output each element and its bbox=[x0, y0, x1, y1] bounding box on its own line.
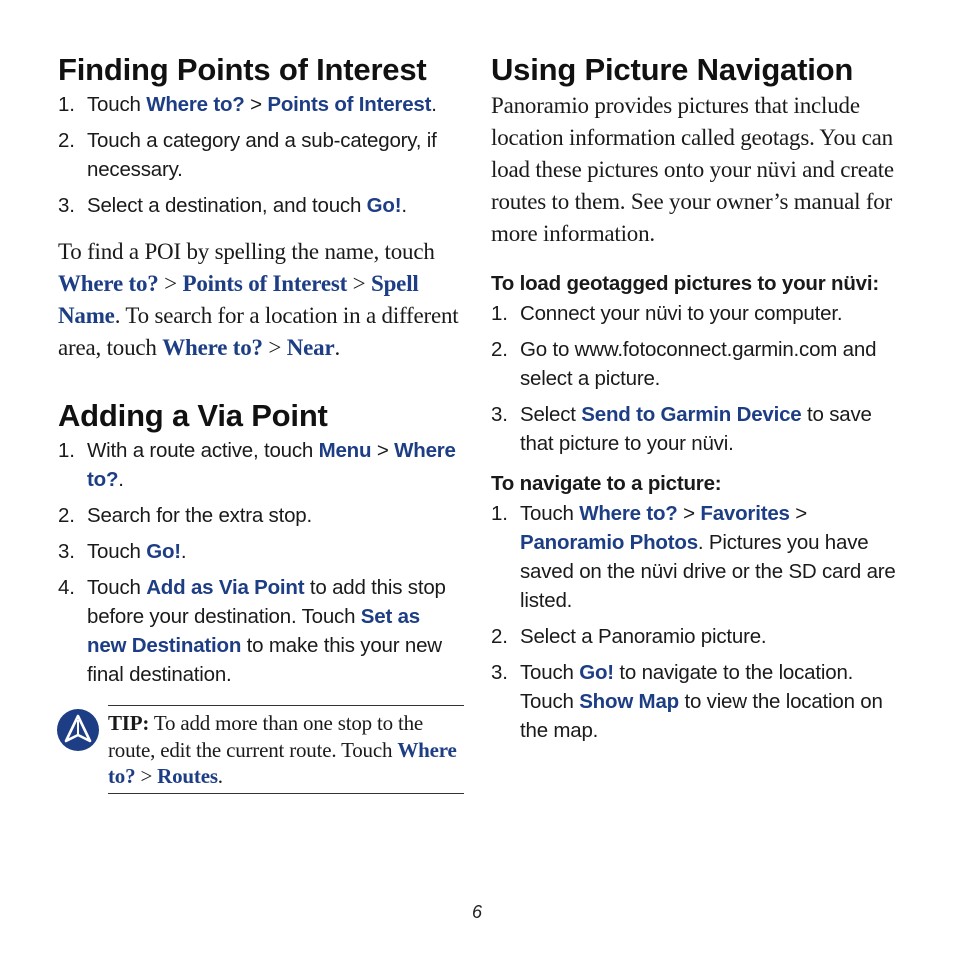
finding-paragraph: To find a POI by spelling the name, touch Where to? > Points of Interest > Spell Name. To search for a location in a different area, touch Where to? > Near. bbox=[58, 239, 459, 360]
tip-box bbox=[108, 705, 464, 794]
page-number: 6 bbox=[471, 902, 482, 922]
via-step-1: 1. With a route active, touch Menu > Where to?. bbox=[58, 439, 456, 491]
tip-compass-icon bbox=[56, 708, 100, 752]
left-column bbox=[58, 52, 464, 794]
finding-step-3: 3. Select a destination, and touch Go!. bbox=[58, 194, 407, 217]
via-step-3: 3. Touch Go!. bbox=[58, 540, 187, 563]
navigate-step-2: 2. Select a Panoramio picture. bbox=[491, 625, 767, 648]
picture-intro: Panoramio provides pictures that include location information called geotags. You can load these pictures onto your nüvi and create routes to them. See your owner’s manual for more information. bbox=[491, 93, 894, 246]
tip-text: TIP: To add more than one stop to the route, edit the current route. Touch Where to? > Routes. bbox=[108, 711, 457, 788]
via-steps bbox=[58, 436, 464, 689]
load-step-1: 1. Connect your nüvi to your computer. bbox=[491, 302, 843, 325]
load-step-2: 2. Go to www.fotoconnect.garmin.com and select a picture. bbox=[491, 338, 877, 390]
load-steps bbox=[491, 299, 901, 458]
load-heading: To load geotagged pictures to your nüvi: bbox=[491, 272, 879, 295]
load-step-3: 3. Select Send to Garmin Device to save that picture to your nüvi. bbox=[491, 403, 872, 455]
navigate-heading: To navigate to a picture: bbox=[491, 472, 722, 495]
finding-steps bbox=[58, 90, 464, 220]
section-title-finding-poi: Finding Points of Interest bbox=[58, 52, 427, 87]
section-title-adding-via-point: Adding a Via Point bbox=[58, 398, 328, 433]
finding-step-1: 1. Touch Where to? > Points of Interest. bbox=[58, 93, 437, 116]
section-title-picture-navigation: Using Picture Navigation bbox=[491, 52, 854, 87]
where-to-keyword: Where to? bbox=[146, 93, 245, 116]
right-column bbox=[491, 52, 901, 752]
tip-label: TIP: bbox=[108, 711, 150, 735]
navigate-steps bbox=[491, 499, 901, 745]
navigate-step-1: 1. Touch Where to? > Favorites > Panoramio Photos. Pictures you have saved on the nüvi drive or the SD card are listed. bbox=[491, 502, 896, 612]
navigate-step-3: 3. Touch Go! to navigate to the location. Touch Show Map to view the location on the map. bbox=[491, 661, 883, 742]
go-keyword: Go! bbox=[366, 194, 402, 217]
finding-step-2: 2. Touch a category and a sub-category, if necessary. bbox=[58, 129, 437, 181]
via-step-4: 4. Touch Add as Via Point to add this stop before your destination. Touch Set as new Destination to make this your new final destination. bbox=[58, 576, 446, 686]
via-step-2: 2. Search for the extra stop. bbox=[58, 504, 312, 527]
points-of-interest-keyword: Points of Interest bbox=[267, 93, 432, 116]
